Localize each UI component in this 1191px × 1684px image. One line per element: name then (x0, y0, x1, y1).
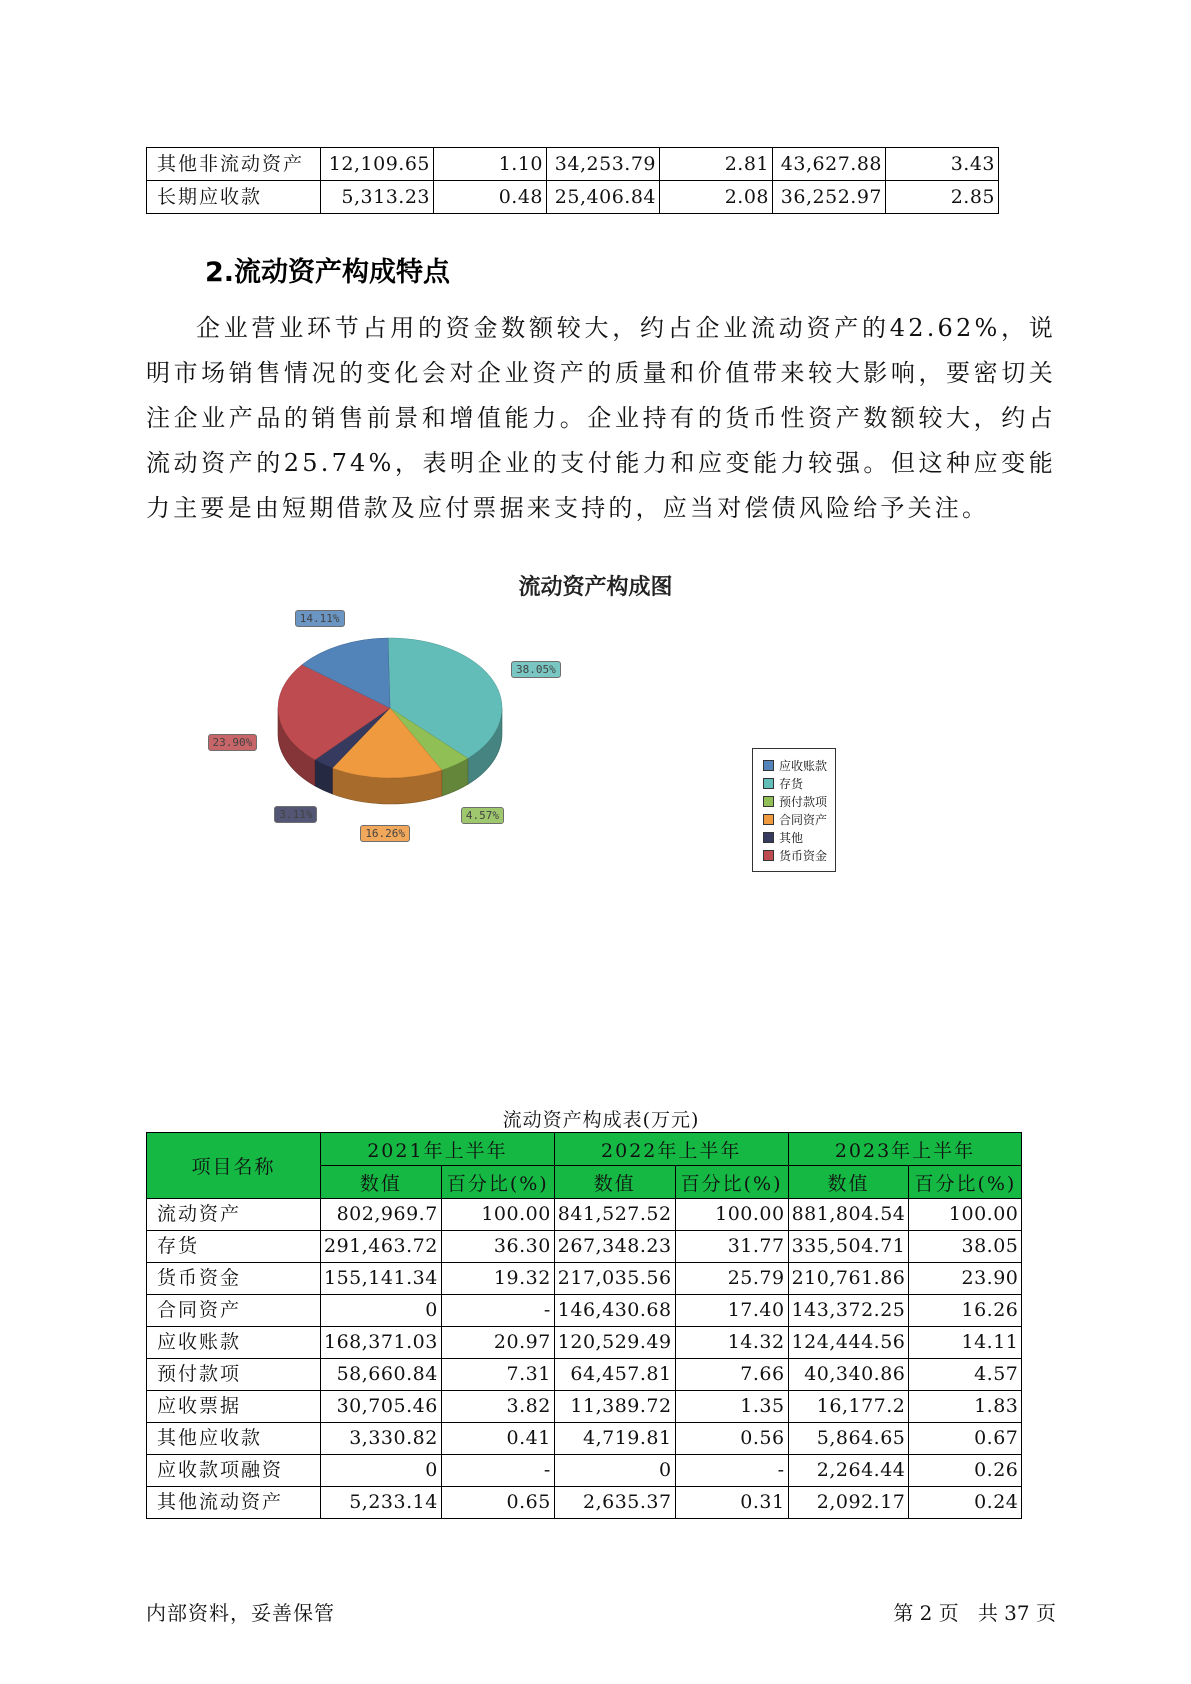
header-percent: 百分比(%) (909, 1166, 1022, 1199)
cell-value: 0 (554, 1455, 675, 1487)
table-row (147, 1455, 1022, 1487)
legend-swatch (763, 850, 774, 861)
cell-value: - (441, 1295, 554, 1327)
header-percent: 百分比(%) (441, 1166, 554, 1199)
cell-value: 4.57 (909, 1359, 1022, 1391)
legend-label: 存货 (779, 777, 804, 791)
cell-value: 36.30 (441, 1231, 554, 1263)
legend-item (763, 757, 835, 775)
cell-value: 841,527.52 (554, 1199, 675, 1231)
cell-value: 17.40 (675, 1295, 788, 1327)
cell-value: 14.11 (909, 1327, 1022, 1359)
pie-slice-label: 4.57% (461, 807, 504, 824)
legend-label: 合同资产 (779, 813, 828, 827)
legend-swatch (763, 760, 774, 771)
legend-item (763, 793, 835, 811)
cell-value: 7.31 (441, 1359, 554, 1391)
cell-value: 3,330.82 (321, 1423, 442, 1455)
cell-value: 2.08 (660, 181, 773, 214)
cell-value: 0.67 (909, 1423, 1022, 1455)
pie-slice-label: 14.11% (295, 610, 345, 627)
table-row (147, 1423, 1022, 1455)
cell-value: 143,372.25 (788, 1295, 909, 1327)
cell-value: 217,035.56 (554, 1263, 675, 1295)
cell-value: 0 (321, 1295, 442, 1327)
legend-swatch (763, 796, 774, 807)
main-table (146, 1132, 1022, 1519)
cell-value: 19.32 (441, 1263, 554, 1295)
cell-value: 2,635.37 (554, 1487, 675, 1519)
cell-value: 64,457.81 (554, 1359, 675, 1391)
cell-value: 16,177.2 (788, 1391, 909, 1423)
chart-title: 流动资产构成图 (518, 575, 673, 600)
cell-value: 100.00 (441, 1199, 554, 1231)
legend-item (763, 847, 835, 865)
cell-value: 124,444.56 (788, 1327, 909, 1359)
cell-value: 0.41 (441, 1423, 554, 1455)
cell-value: 5,864.65 (788, 1423, 909, 1455)
cell-value: 0.56 (675, 1423, 788, 1455)
cell-value: 2,264.44 (788, 1455, 909, 1487)
table-row (147, 148, 999, 181)
table-row (147, 1391, 1022, 1423)
row-label: 存货 (147, 1231, 321, 1263)
chart-legend (752, 748, 836, 872)
cell-value: 5,233.14 (321, 1487, 442, 1519)
cell-value: 0.24 (909, 1487, 1022, 1519)
header-percent: 百分比(%) (675, 1166, 788, 1199)
legend-item (763, 829, 835, 847)
header-year: 2023年上半年 (788, 1133, 1022, 1166)
cell-value: 335,504.71 (788, 1231, 909, 1263)
cell-value: 267,348.23 (554, 1231, 675, 1263)
cell-value: 146,430.68 (554, 1295, 675, 1327)
cell-value: 210,761.86 (788, 1263, 909, 1295)
cell-value: 20.97 (441, 1327, 554, 1359)
table-row (147, 1359, 1022, 1391)
row-label: 长期应收款 (147, 181, 321, 214)
cell-value: 0.31 (675, 1487, 788, 1519)
table-row (147, 1263, 1022, 1295)
cell-value: 1.35 (675, 1391, 788, 1423)
section-heading: 2.流动资产构成特点 (205, 257, 451, 288)
top-table (146, 147, 999, 214)
cell-value: 5,313.23 (321, 181, 434, 214)
table-row (147, 1327, 1022, 1359)
cell-value: 100.00 (909, 1199, 1022, 1231)
cell-value: 0.65 (441, 1487, 554, 1519)
row-label: 货币资金 (147, 1263, 321, 1295)
legend-label: 货币资金 (779, 849, 828, 863)
cell-value: 4,719.81 (554, 1423, 675, 1455)
row-label: 应收账款 (147, 1327, 321, 1359)
table-row (147, 181, 999, 214)
cell-value: 168,371.03 (321, 1327, 442, 1359)
pie-slice-label: 23.90% (208, 734, 258, 751)
cell-value: 16.26 (909, 1295, 1022, 1327)
cell-value: 3.82 (441, 1391, 554, 1423)
footer-confidential: 内部资料，妥善保管 (146, 1601, 335, 1625)
cell-value: 7.66 (675, 1359, 788, 1391)
cell-value: 0.26 (909, 1455, 1022, 1487)
cell-value: 881,804.54 (788, 1199, 909, 1231)
header-year: 2021年上半年 (321, 1133, 555, 1166)
row-label: 其他应收款 (147, 1423, 321, 1455)
cell-value: 25,406.84 (547, 181, 660, 214)
legend-swatch (763, 778, 774, 789)
legend-swatch (763, 814, 774, 825)
cell-value: 0 (321, 1455, 442, 1487)
cell-value: 155,141.34 (321, 1263, 442, 1295)
cell-value: 2,092.17 (788, 1487, 909, 1519)
cell-value: 100.00 (675, 1199, 788, 1231)
cell-value: 25.79 (675, 1263, 788, 1295)
cell-value: 3.43 (886, 148, 999, 181)
cell-value: 2.85 (886, 181, 999, 214)
row-label: 合同资产 (147, 1295, 321, 1327)
header-value: 数值 (321, 1166, 442, 1199)
table-caption: 流动资产构成表(万元) (502, 1109, 700, 1131)
cell-value: 36,252.97 (773, 181, 886, 214)
table-row (147, 1487, 1022, 1519)
cell-value: 1.83 (909, 1391, 1022, 1423)
cell-value: 2.81 (660, 148, 773, 181)
cell-value: - (675, 1455, 788, 1487)
cell-value: 30,705.46 (321, 1391, 442, 1423)
cell-value: 11,389.72 (554, 1391, 675, 1423)
header-year: 2022年上半年 (554, 1133, 788, 1166)
cell-value: 802,969.7 (321, 1199, 442, 1231)
legend-swatch (763, 832, 774, 843)
cell-value: 291,463.72 (321, 1231, 442, 1263)
row-label: 其他流动资产 (147, 1487, 321, 1519)
header-item-name: 项目名称 (147, 1133, 321, 1199)
legend-item (763, 811, 835, 829)
cell-value: 34,253.79 (547, 148, 660, 181)
header-value: 数值 (788, 1166, 909, 1199)
pie-slice-label: 16.26% (360, 825, 410, 842)
legend-item (763, 775, 835, 793)
row-label: 预付款项 (147, 1359, 321, 1391)
pie-chart (250, 630, 540, 830)
cell-value: 31.77 (675, 1231, 788, 1263)
cell-value: - (441, 1455, 554, 1487)
row-label: 其他非流动资产 (147, 148, 321, 181)
cell-value: 0.48 (434, 181, 547, 214)
row-label: 流动资产 (147, 1199, 321, 1231)
cell-value: 12,109.65 (321, 148, 434, 181)
table-row (147, 1231, 1022, 1263)
legend-label: 其他 (779, 831, 804, 845)
cell-value: 40,340.86 (788, 1359, 909, 1391)
table-row (147, 1199, 1022, 1231)
row-label: 应收票据 (147, 1391, 321, 1423)
footer-page-number: 第 2 页 共 37 页 (893, 1601, 1056, 1625)
cell-value: 43,627.88 (773, 148, 886, 181)
cell-value: 14.32 (675, 1327, 788, 1359)
row-label: 应收款项融资 (147, 1455, 321, 1487)
pie-slice-label: 3.11% (274, 806, 317, 823)
cell-value: 120,529.49 (554, 1327, 675, 1359)
table-row (147, 1295, 1022, 1327)
legend-label: 预付款项 (779, 795, 828, 809)
header-value: 数值 (554, 1166, 675, 1199)
cell-value: 38.05 (909, 1231, 1022, 1263)
cell-value: 23.90 (909, 1263, 1022, 1295)
pie-slice-label: 38.05% (511, 661, 561, 678)
cell-value: 1.10 (434, 148, 547, 181)
cell-value: 58,660.84 (321, 1359, 442, 1391)
body-paragraph: 企业营业环节占用的资金数额较大，约占企业流动资产的42.62%，说明市场销售情况的变化会对企业资产的质量和价值带来较大影响，要密切关注企业产品的销售前景和增值能力。企业持有的货币性资产数额较大，约占流动资产的25.74%，表明企业的支付能力和应变能力较强。但这种应变能力主要是由短期借款及应付票据来支持的，应当对偿债风险给予关注。 (146, 314, 1056, 522)
legend-label: 应收账款 (779, 759, 828, 773)
